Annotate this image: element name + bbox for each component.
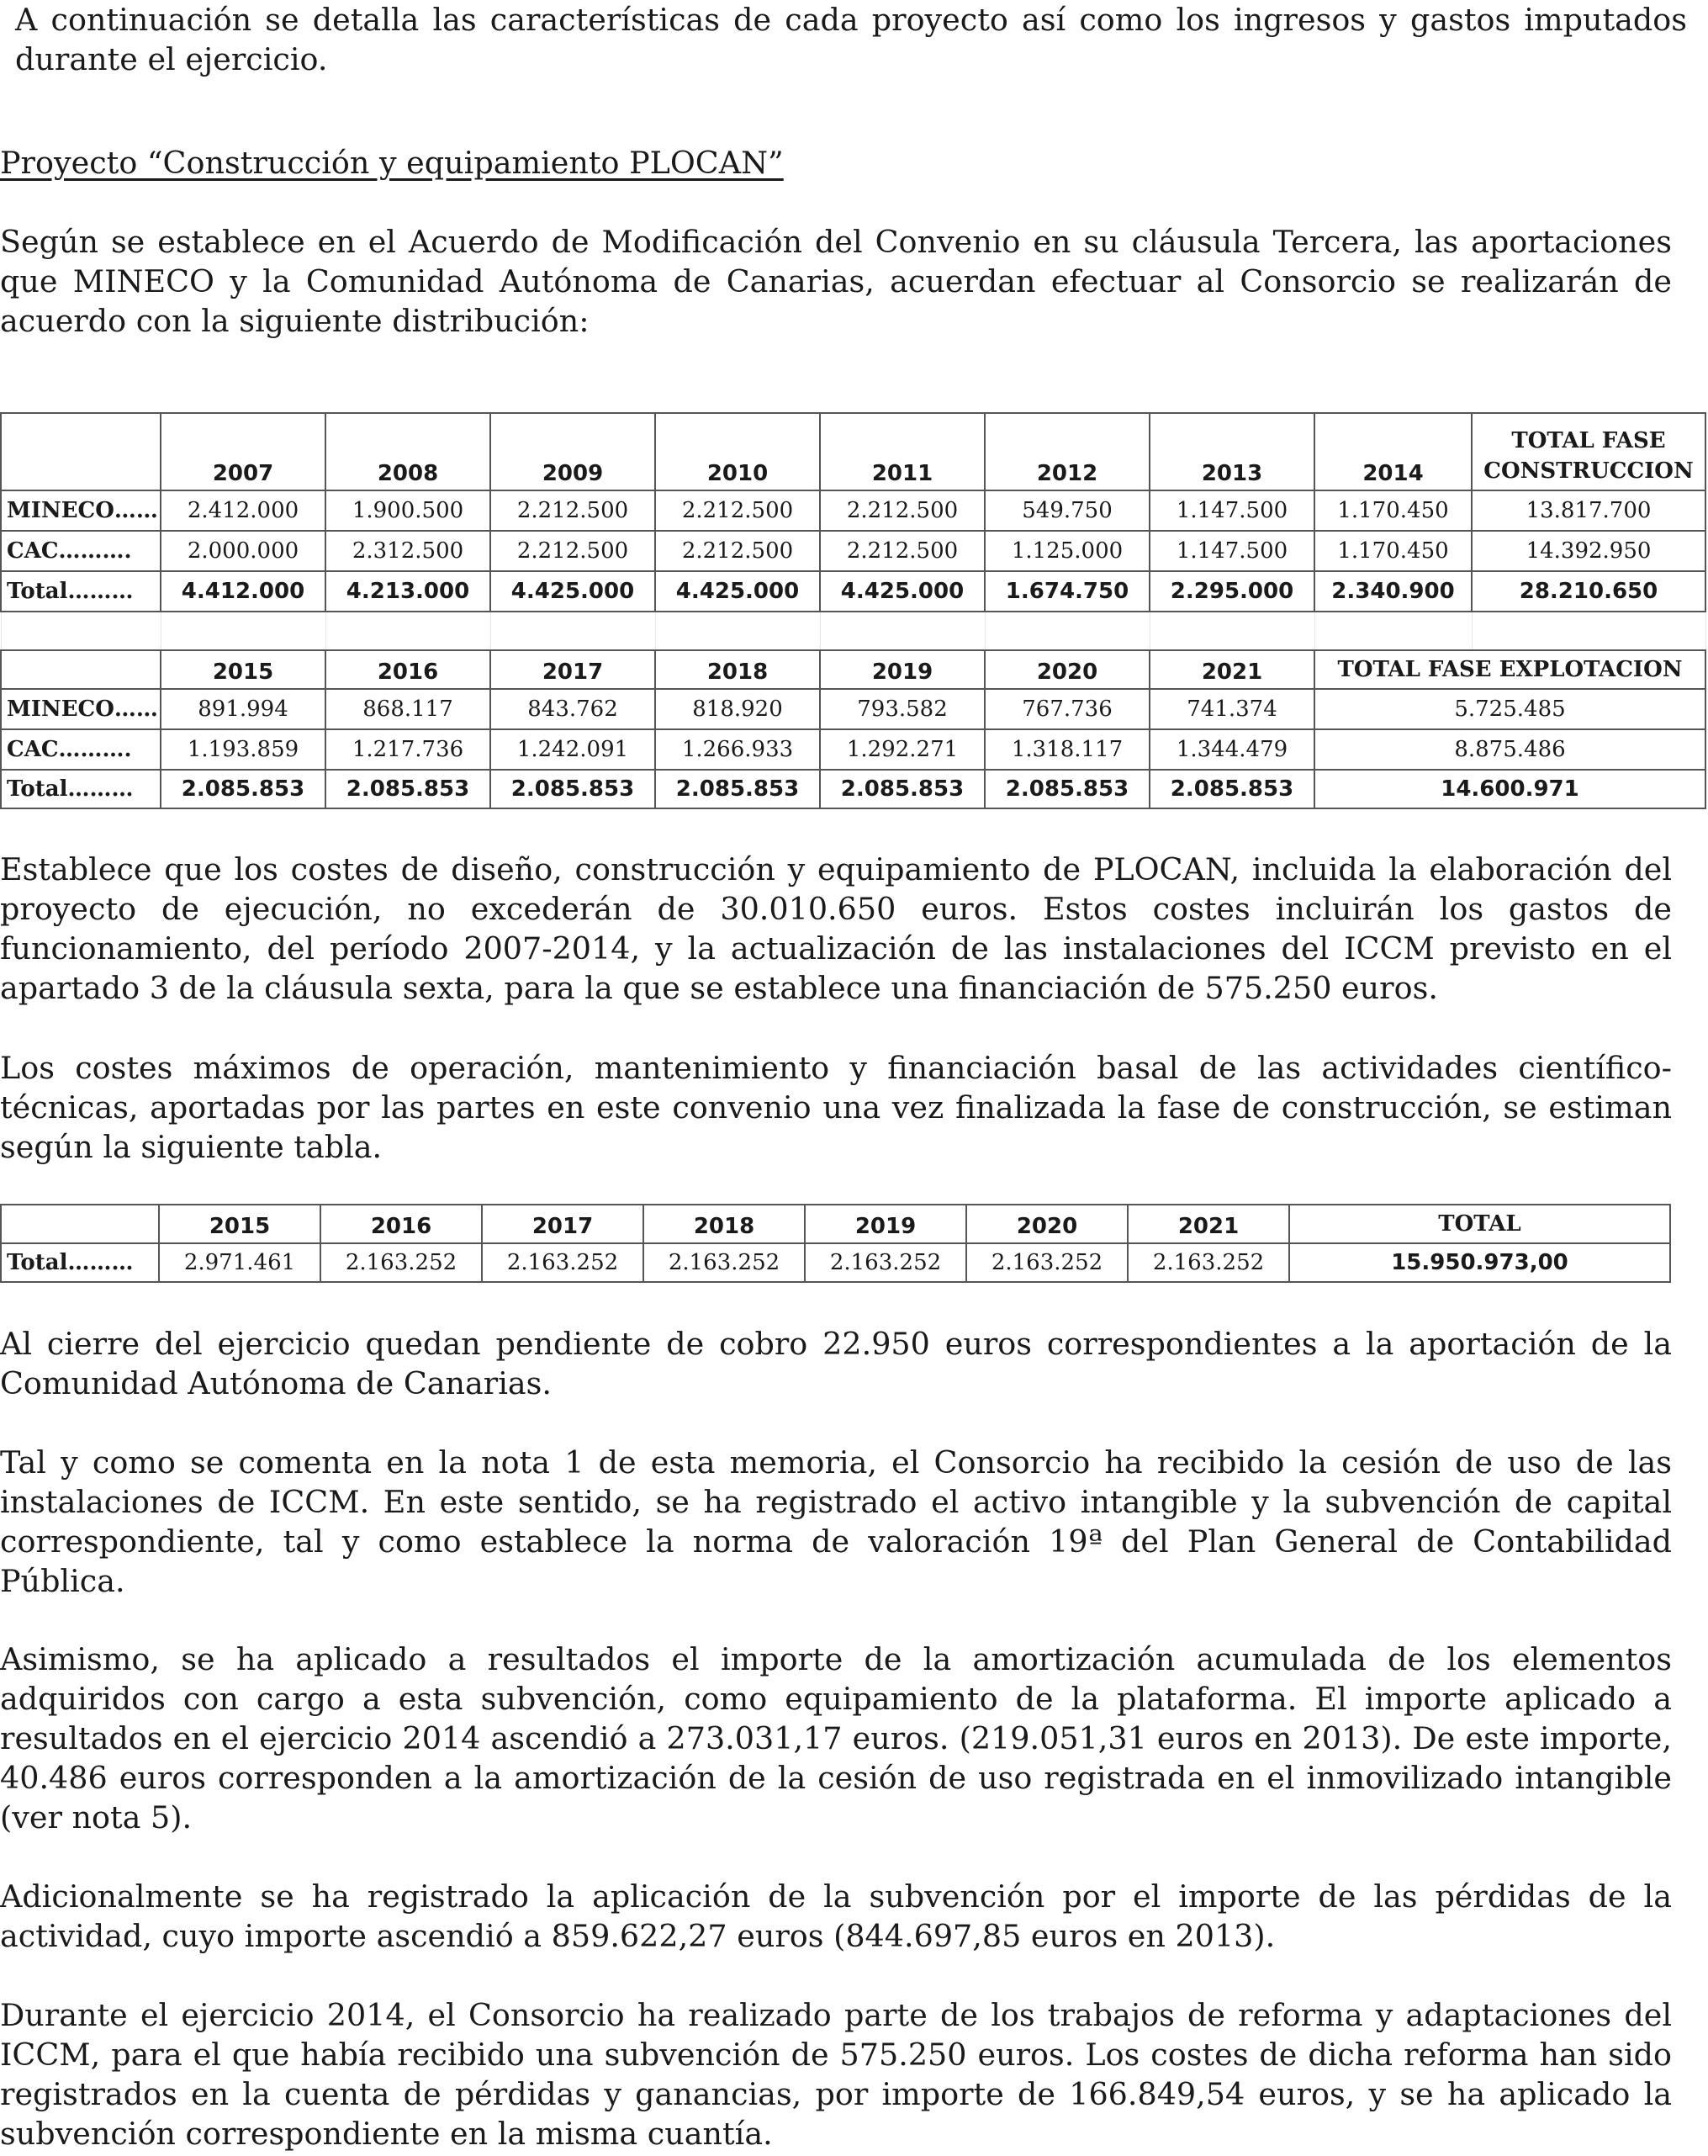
table-cell: 2.085.853: [1150, 770, 1314, 808]
year-header: 2020: [966, 1205, 1128, 1243]
empty-cell: [490, 612, 655, 650]
empty-cell: [1, 612, 161, 650]
year-header: 2019: [820, 650, 985, 689]
year-header: 2019: [805, 1205, 966, 1243]
table-cell: 2.212.500: [655, 490, 820, 531]
empty-cell: [1, 1205, 159, 1243]
row-label: CAC……….: [1, 729, 161, 770]
table-cell: 4.213.000: [325, 571, 490, 612]
row-label: MINECO……: [1, 490, 161, 531]
year-header: 2007: [161, 413, 325, 490]
paragraph-cession: Tal y como se comenta en la nota 1 de esta memoria, el Consorcio ha recibido la cesión de uso de las instalaciones de ICCM. En este sentido, se ha registrado el activo intangible y la subvención de capital correspondiente, tal y como establece la norma de valoración 19ª del Plan General de Contabilidad Pública.: [0, 1444, 1672, 1599]
table-cell: 2.163.252: [805, 1243, 966, 1282]
table-cell: 891.994: [161, 689, 325, 729]
paragraph-distribution: Según se establece en el Acuerdo de Modificación del Convenio en su cláusula Tercera, las aportaciones que MINECO y la Comunidad Autónoma de Canarias, acuerdan efectuar al Consorcio se realizarán de acuerdo con la siguiente distribución:: [0, 224, 1672, 339]
total-header-line2: CONSTRUCCION: [1483, 458, 1694, 484]
row-label: Total………: [1, 770, 161, 808]
paragraph-reform: Durante el ejercicio 2014, el Consorcio ha realizado parte de los trabajos de reforma y adaptaciones del ICCM, para el que había recibido una subvención de 575.250 euros. Los costes de dicha reforma han sido registrados en la cuenta de pérdidas y ganancias, por importe de 166.849,54 euros, y se ha aplicado la subvención correspondiente en la misma cuantía.: [0, 1997, 1672, 2152]
table-cell: 1.193.859: [161, 729, 325, 770]
table-cell: 2.340.900: [1314, 571, 1472, 612]
table-cell: 15.950.973,00: [1289, 1243, 1670, 1282]
table-cell: 549.750: [985, 490, 1150, 531]
table-row: [1, 531, 1705, 571]
table-cell: 2.971.461: [159, 1243, 320, 1282]
table-cell: 1.170.450: [1314, 490, 1472, 531]
table-cell: 1.170.450: [1314, 531, 1472, 571]
operation-header-row: [1, 1205, 1670, 1243]
table-cell: 8.875.486: [1314, 729, 1705, 770]
table-cell: 4.425.000: [655, 571, 820, 612]
table-cell: 2.212.500: [655, 531, 820, 571]
table-cell: 1.125.000: [985, 531, 1150, 571]
table-row: [1, 729, 1705, 770]
table-cell: 1.900.500: [325, 490, 490, 531]
intro-paragraph: A continuación se detalla las características de cada proyecto así como los ingresos y gastos imputados durante el ejercicio.: [15, 2, 1687, 77]
table-cell: 2.212.500: [490, 490, 655, 531]
table-cell: 2.085.853: [325, 770, 490, 808]
table-cell: 2.212.500: [490, 531, 655, 571]
year-header: 2017: [482, 1205, 643, 1243]
table-cell: 843.762: [490, 689, 655, 729]
table-cell: 2.295.000: [1150, 571, 1314, 612]
table-row: [1, 490, 1705, 531]
row-label: Total………: [1, 1243, 159, 1282]
table-cell: 2.163.252: [966, 1243, 1128, 1282]
table-cell: 1.147.500: [1150, 531, 1314, 571]
table-cell: 2.212.500: [820, 531, 985, 571]
total-header-line1: TOTAL FASE: [1511, 428, 1666, 453]
paragraph-costs: Establece que los costes de diseño, construcción y equipamiento de PLOCAN, incluida la elaboración del proyecto de ejecución, no excederán de 30.010.650 euros. Estos costes incluirán los gastos de funcionamiento, del período 2007-2014, y la actualización de las instalaciones del ICCM previsto en el apartado 3 de la cláusula sexta, para la que se establece una financiación de 575.250 euros.: [0, 851, 1672, 1006]
table-cell: 4.425.000: [490, 571, 655, 612]
table-cell: 2.163.252: [320, 1243, 482, 1282]
table-cell: 2.085.853: [655, 770, 820, 808]
row-label: MINECO……: [1, 689, 161, 729]
table-cell: 1.318.117: [985, 729, 1150, 770]
table-row: [1, 770, 1705, 808]
table-cell: 818.920: [655, 689, 820, 729]
table-cell: 741.374: [1150, 689, 1314, 729]
table-cell: 2.412.000: [161, 490, 325, 531]
year-header: 2013: [1150, 413, 1314, 490]
row-label: CAC……….: [1, 531, 161, 571]
table-cell: 1.217.736: [325, 729, 490, 770]
table-cell: 2.000.000: [161, 531, 325, 571]
year-header: 2018: [655, 650, 820, 689]
table-cell: 868.117: [325, 689, 490, 729]
paragraph-pending-collection: Al cierre del ejercicio quedan pendiente de cobro 22.950 euros correspondientes a la aportación de la Comunidad Autónoma de Canarias.: [0, 1326, 1672, 1401]
table-cell: 28.210.650: [1472, 571, 1705, 612]
table-cell: 4.425.000: [820, 571, 985, 612]
spacer-row: [1, 612, 1705, 650]
year-header: 2021: [1128, 1205, 1289, 1243]
paragraph-operation-costs: Los costes máximos de operación, mantenimiento y financiación basal de las actividades científico-técnicas, aportadas por las partes en este convenio una vez finalizada la fase de construcción, se estiman según la siguiente tabla.: [0, 1050, 1672, 1165]
table-cell: 4.412.000: [161, 571, 325, 612]
empty-cell: [325, 612, 490, 650]
exploitation-header-row: [1, 650, 1705, 689]
section-heading: Proyecto “Construcción y equipamiento PLOCAN”: [0, 145, 784, 181]
table-cell: 2.163.252: [482, 1243, 643, 1282]
year-header: 2009: [490, 413, 655, 490]
table-cell: 14.392.950: [1472, 531, 1705, 571]
empty-cell: [1472, 612, 1705, 650]
year-header: 2018: [643, 1205, 805, 1243]
table-cell: 5.725.485: [1314, 689, 1705, 729]
year-header: 2014: [1314, 413, 1472, 490]
table-cell: 2.085.853: [985, 770, 1150, 808]
table-cell: 2.085.853: [490, 770, 655, 808]
table-cell: 1.292.271: [820, 729, 985, 770]
table-cell: 1.242.091: [490, 729, 655, 770]
year-header: 2012: [985, 413, 1150, 490]
total-construction-header: [1472, 413, 1705, 490]
year-header: 2021: [1150, 650, 1314, 689]
empty-cell: [1150, 612, 1314, 650]
empty-cell: [985, 612, 1150, 650]
year-header: 2017: [490, 650, 655, 689]
table-cell: 793.582: [820, 689, 985, 729]
paragraph-amortization: Asimismo, se ha aplicado a resultados el importe de la amortización acumulada de los elementos adquiridos con cargo a esta subvención, como equipamiento de la plataforma. El importe aplicado a resultados en el ejercicio 2014 ascendió a 273.031,17 euros. (219.051,31 euros en 2013). De este importe, 40.486 euros corresponden a la amortización de la cesión de uso registrada en el inmovilizado intangible (ver nota 5).: [0, 1641, 1672, 1836]
year-header: 2016: [325, 650, 490, 689]
table-cell: 2.163.252: [643, 1243, 805, 1282]
table-cell: 1.674.750: [985, 571, 1150, 612]
empty-cell: [161, 612, 325, 650]
table-cell: 1.266.933: [655, 729, 820, 770]
paragraph-losses: Adicionalmente se ha registrado la aplicación de la subvención por el importe de las pérdidas de la actividad, cuyo importe ascendió a 859.622,27 euros (844.697,85 euros en 2013).: [0, 1878, 1672, 1954]
table-cell: 2.212.500: [820, 490, 985, 531]
table-cell: 14.600.971: [1314, 770, 1705, 808]
empty-cell: [655, 612, 820, 650]
year-header: 2010: [655, 413, 820, 490]
year-header: 2016: [320, 1205, 482, 1243]
table-cell: 2.085.853: [161, 770, 325, 808]
table-row: [1, 571, 1705, 612]
table-cell: 767.736: [985, 689, 1150, 729]
year-header: 2020: [985, 650, 1150, 689]
empty-cell: [1, 650, 161, 689]
construction-header-row: [1, 413, 1705, 490]
total-header: TOTAL: [1289, 1205, 1670, 1243]
table-cell: 1.147.500: [1150, 490, 1314, 531]
row-label: Total………: [1, 571, 161, 612]
empty-cell: [820, 612, 985, 650]
table-cell: 2.085.853: [820, 770, 985, 808]
year-header: 2015: [159, 1205, 320, 1243]
empty-cell: [1, 413, 161, 490]
table-cell: 13.817.700: [1472, 490, 1705, 531]
contributions-table: [0, 412, 1706, 809]
total-exploitation-header: TOTAL FASE EXPLOTACION: [1314, 650, 1705, 689]
empty-cell: [1314, 612, 1472, 650]
operation-costs-table: [0, 1204, 1671, 1283]
table-row: [1, 1243, 1670, 1282]
year-header: 2015: [161, 650, 325, 689]
table-cell: 2.163.252: [1128, 1243, 1289, 1282]
table-row: [1, 689, 1705, 729]
year-header: 2008: [325, 413, 490, 490]
table-cell: 1.344.479: [1150, 729, 1314, 770]
year-header: 2011: [820, 413, 985, 490]
table-cell: 2.312.500: [325, 531, 490, 571]
